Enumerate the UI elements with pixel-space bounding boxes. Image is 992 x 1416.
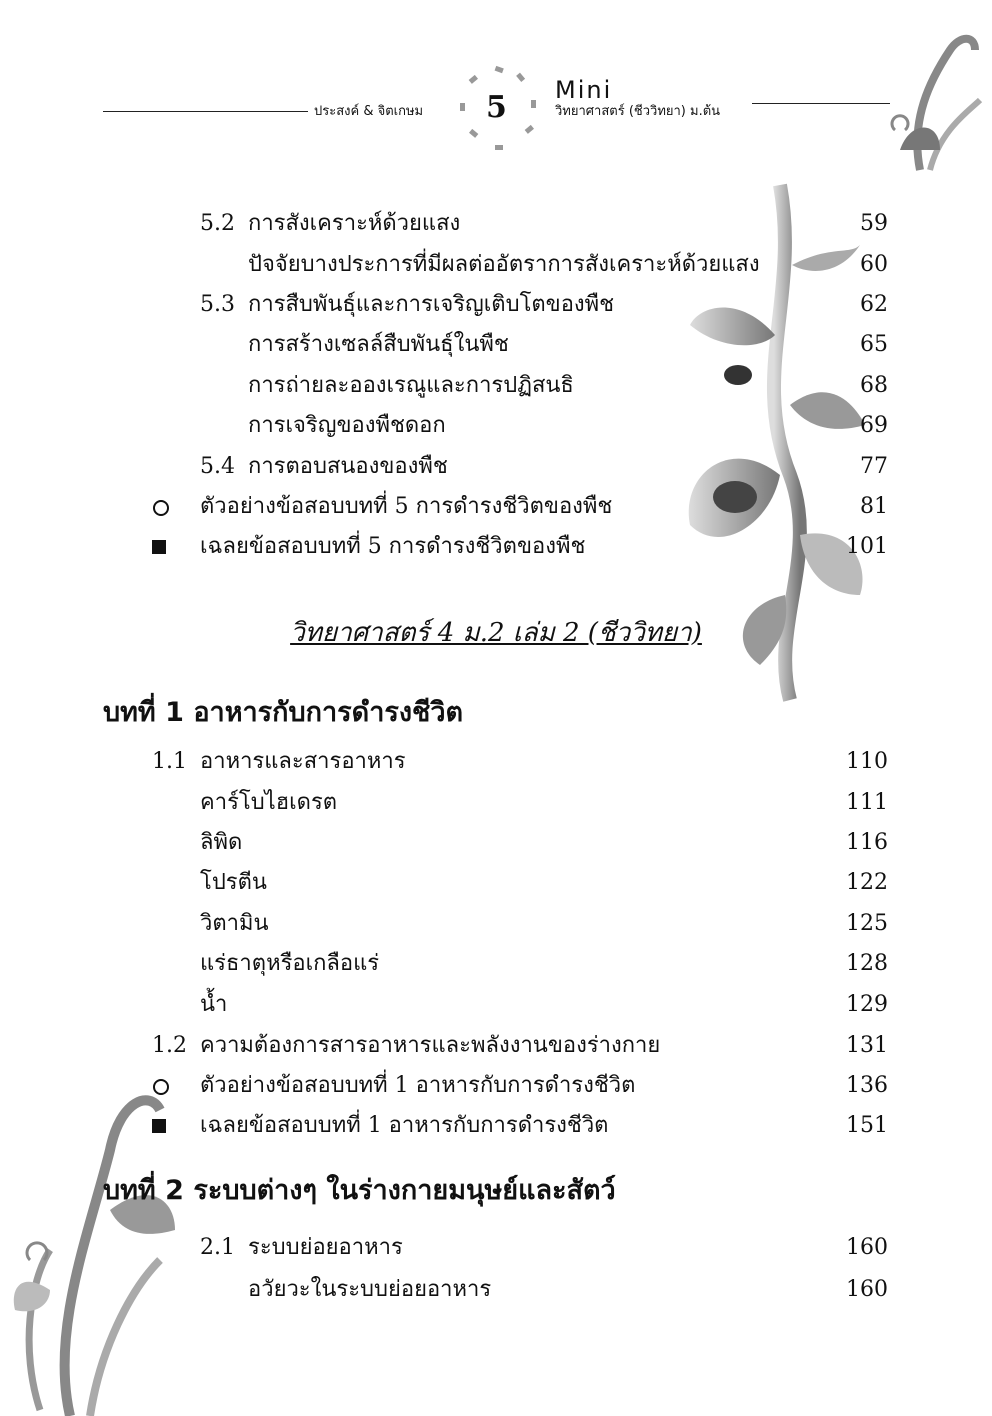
- entry-page: 69: [860, 413, 888, 438]
- entry-number: 5.2: [200, 211, 235, 236]
- entry-page: 101: [846, 534, 888, 559]
- entry-title: ตัวอย่างข้อสอบบทที่ 1 อาหารกับการดำรงชีวิต: [200, 1073, 636, 1098]
- toc-entry[interactable]: [0, 1273, 992, 1307]
- header-rule-right: [752, 103, 890, 104]
- toc-entry[interactable]: [0, 248, 992, 282]
- chapter-heading: บทที่ 1 อาหารกับการดำรงชีวิต: [103, 697, 464, 728]
- toc-entry[interactable]: [0, 409, 992, 443]
- entry-number: 1.1: [152, 749, 187, 774]
- entry-page: 60: [860, 252, 888, 277]
- toc-entry[interactable]: [0, 745, 992, 779]
- entry-title: อวัยวะในระบบย่อยอาหาร: [248, 1277, 492, 1302]
- toc-entry[interactable]: [0, 369, 992, 403]
- toc-entry[interactable]: [0, 328, 992, 362]
- toc-entry[interactable]: [0, 288, 992, 322]
- sprout-illustration-top: [880, 20, 990, 180]
- toc-entry[interactable]: [0, 1231, 992, 1265]
- entry-page: 65: [860, 332, 888, 357]
- toc-entry[interactable]: [0, 1029, 992, 1063]
- entry-page: 81: [860, 494, 888, 519]
- entry-page: 110: [846, 749, 888, 774]
- entry-title: น้ำ: [200, 992, 228, 1017]
- entry-page: 129: [846, 992, 888, 1017]
- entry-title: ปัจจัยบางประการที่มีผลต่ออัตราการสังเคราะห์ด้วยแสง: [248, 252, 760, 277]
- entry-page: 125: [846, 911, 888, 936]
- entry-page: 122: [846, 870, 888, 895]
- toc-entry[interactable]: [0, 826, 992, 860]
- toc-entry[interactable]: [0, 786, 992, 820]
- entry-number: 1.2: [152, 1033, 187, 1058]
- toc-entry[interactable]: [0, 1109, 992, 1143]
- square-bullet-icon: [152, 1119, 166, 1133]
- toc-entry[interactable]: [0, 1069, 992, 1103]
- entry-title: วิตามิน: [200, 911, 269, 936]
- entry-number: 5.4: [200, 454, 235, 479]
- entry-title: แร่ธาตุหรือเกลือแร่: [200, 951, 380, 976]
- entry-title: คาร์โบไฮเดรต: [200, 790, 338, 815]
- entry-title: การสร้างเซลล์สืบพันธุ์ในพืช: [248, 332, 509, 357]
- entry-page: 136: [846, 1073, 888, 1098]
- entry-title: การถ่ายละอองเรณูและการปฏิสนธิ: [248, 373, 574, 398]
- entry-title: การสังเคราะห์ด้วยแสง: [248, 211, 461, 236]
- entry-number: 5.3: [200, 292, 235, 317]
- entry-title: ตัวอย่างข้อสอบบทที่ 5 การดำรงชีวิตของพืช: [200, 494, 613, 519]
- entry-title: อาหารและสารอาหาร: [200, 749, 406, 774]
- entry-title: การสืบพันธุ์และการเจริญเติบโตของพืช: [248, 292, 615, 317]
- entry-title: เฉลยข้อสอบบทที่ 1 อาหารกับการดำรงชีวิต: [200, 1113, 609, 1138]
- toc-entry[interactable]: [0, 450, 992, 484]
- header-rule-left: [103, 111, 308, 112]
- square-bullet-icon: [152, 540, 166, 554]
- entry-page: 151: [846, 1113, 888, 1138]
- entry-page: 160: [846, 1277, 888, 1302]
- entry-page: 111: [846, 790, 888, 815]
- entry-page: 59: [860, 211, 888, 236]
- circle-bullet-icon: [153, 500, 169, 516]
- entry-title: ระบบย่อยอาหาร: [248, 1235, 403, 1260]
- entry-page: 77: [860, 454, 888, 479]
- entry-page: 160: [846, 1235, 888, 1260]
- toc-entry[interactable]: [0, 988, 992, 1022]
- book-title: วิทยาศาสตร์ 4 ม.2 เล่ม 2 (ชีววิทยา): [290, 618, 702, 648]
- entry-title: ความต้องการสารอาหารและพลังงานของร่างกาย: [200, 1033, 661, 1058]
- entry-title: ลิพิด: [200, 830, 243, 855]
- toc-entry[interactable]: [0, 907, 992, 941]
- toc-entry[interactable]: [0, 530, 992, 564]
- header-authors: ประสงค์ & จิตเกษม: [314, 104, 424, 119]
- entry-page: 68: [860, 373, 888, 398]
- circle-bullet-icon: [153, 1079, 169, 1095]
- entry-number: 2.1: [200, 1235, 235, 1260]
- entry-title: การเจริญของพืชดอก: [248, 413, 446, 438]
- entry-title: โปรตีน: [200, 870, 267, 895]
- header-subtitle: วิทยาศาสตร์ (ชีววิทยา) ม.ต้น: [555, 104, 721, 119]
- entry-title: การตอบสนองของพืช: [248, 454, 448, 479]
- entry-page: 131: [846, 1033, 888, 1058]
- entry-page: 62: [860, 292, 888, 317]
- toc-entry[interactable]: [0, 947, 992, 981]
- entry-page: 116: [846, 830, 888, 855]
- series-name: Mini: [555, 76, 613, 104]
- page-number: 5: [486, 90, 507, 125]
- toc-entry[interactable]: [0, 207, 992, 241]
- toc-entry[interactable]: [0, 866, 992, 900]
- entry-page: 128: [846, 951, 888, 976]
- toc-entry[interactable]: [0, 490, 992, 524]
- entry-title: เฉลยข้อสอบบทที่ 5 การดำรงชีวิตของพืช: [200, 534, 586, 559]
- chapter-heading: บทที่ 2 ระบบต่างๆ ในร่างกายมนุษย์และสัตว์: [103, 1175, 616, 1206]
